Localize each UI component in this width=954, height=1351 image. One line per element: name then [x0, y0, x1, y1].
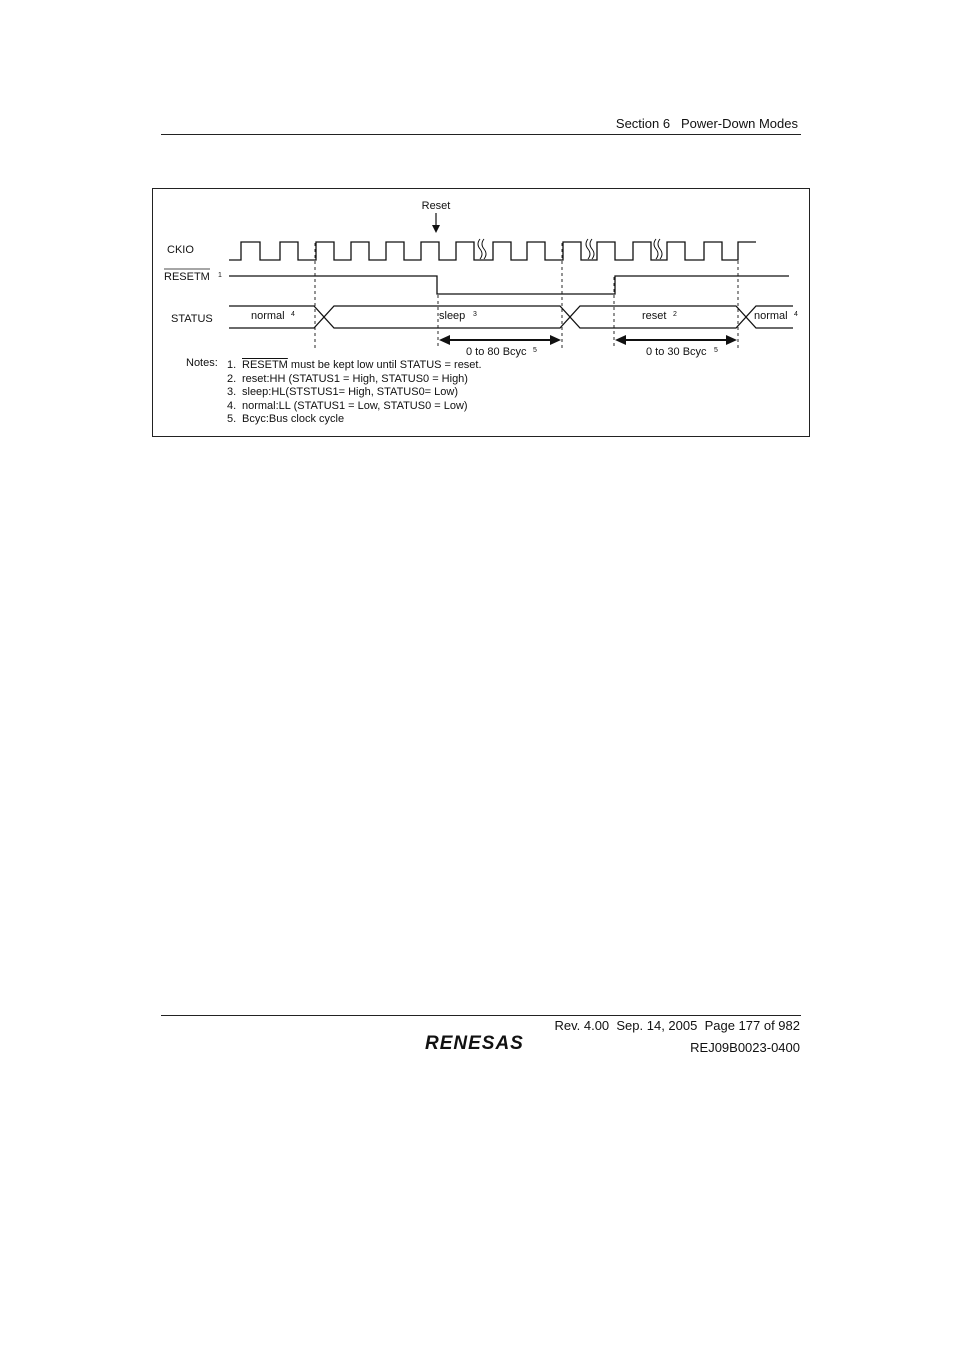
break-mark-icon — [590, 239, 594, 259]
break-mark-icon — [658, 239, 662, 259]
state-note-ref: 3 — [473, 311, 477, 318]
renesas-logo — [422, 1031, 544, 1053]
notes-heading: Notes: — [186, 357, 218, 369]
duration-note-ref: 5 — [533, 347, 537, 354]
arrow-right-icon — [726, 335, 737, 345]
footer-rule — [161, 1015, 801, 1016]
status-waveform — [229, 306, 793, 328]
state-note-ref: 4 — [291, 311, 295, 318]
revision-line: Rev. 4.00 Sep. 14, 2005 Page 177 of 982 — [554, 1018, 800, 1033]
section-header: Section 6 Power-Down Modes — [615, 116, 798, 131]
duration-label-sleep: 0 to 80 Bcyc — [466, 346, 527, 358]
state-note-ref: 4 — [794, 311, 798, 318]
state-label-normal: normal — [754, 310, 788, 322]
status-label: STATUS — [171, 313, 213, 325]
arrow-left-icon — [439, 335, 450, 345]
note-overline-text: RESETM — [242, 359, 288, 371]
arrow-right-icon — [550, 335, 561, 345]
notes-list — [227, 359, 482, 427]
state-note-ref: 2 — [673, 311, 677, 318]
state-label-reset: reset — [642, 310, 667, 322]
resetm-waveform — [229, 276, 789, 294]
note-item: 1. RESETM must be kept low until STATUS = reset. — [227, 359, 482, 371]
document-number: REJ09B0023-0400 — [690, 1040, 800, 1055]
ckio-label: CKIO — [167, 244, 194, 256]
resetm-note-ref: 1 — [218, 272, 222, 279]
break-mark-icon — [654, 239, 658, 259]
arrow-left-icon — [615, 335, 626, 345]
header-rule — [161, 134, 801, 135]
break-mark-icon — [586, 239, 590, 259]
duration-label-reset: 0 to 30 Bcyc — [646, 346, 707, 358]
logo-text: RENESAS — [425, 1033, 524, 1053]
note-item: 5. Bcyc:Bus clock cycle — [227, 413, 345, 426]
state-label-sleep: sleep — [439, 310, 466, 322]
note-item: 4. normal:LL (STATUS1 = Low, STATUS0 = Low) — [227, 399, 468, 412]
state-label-normal: normal — [251, 310, 285, 322]
ckio-waveform — [229, 242, 756, 260]
break-mark-icon — [478, 239, 482, 259]
duration-note-ref: 5 — [714, 347, 718, 354]
resetm-label: RESETM — [164, 271, 210, 283]
note-item: 3. sleep:HL(STSTUS1= High, STATUS0= Low) — [227, 386, 459, 399]
note-item: 2. reset:HH (STATUS1 = High, STATUS0 = High) — [227, 372, 468, 385]
reset-arrow-icon — [432, 225, 440, 233]
break-mark-icon — [482, 239, 486, 259]
reset-marker-label: Reset — [421, 200, 451, 212]
